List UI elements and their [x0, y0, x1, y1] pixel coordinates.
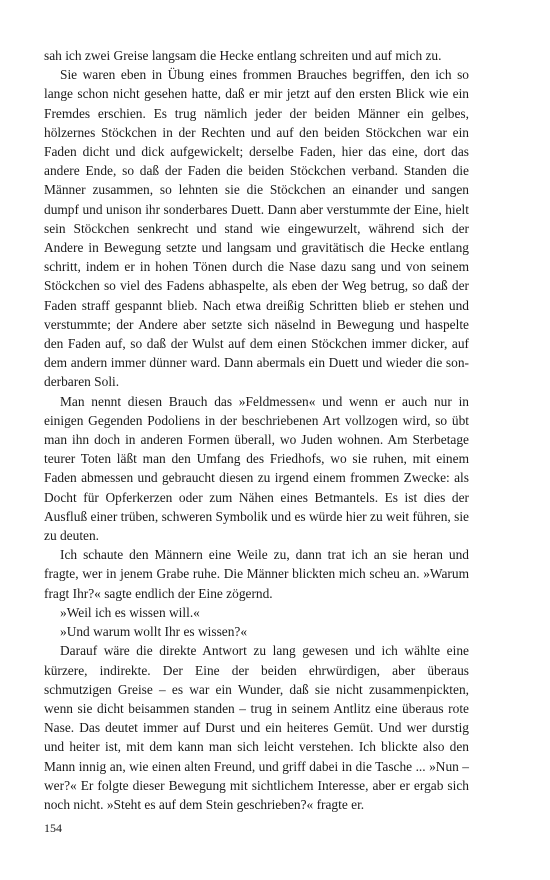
page-body [44, 46, 469, 814]
paragraph-5: »Weil ich es wissen will.« [60, 604, 200, 620]
paragraph-6: »Und warum wollt Ihr es wissen?« [60, 624, 248, 640]
paragraph-4: Ich schaute den Männern eine Weile zu, dann trat ich an sie heran und fragte, wer in jenem Grabe ruhe. Die Männer blickten mich scheu an. »Warum fragt Ihr?« sagte endlich der Eine zögernd. [44, 547, 469, 601]
paragraph-2: Sie waren eben in Übung eines frommen Brauches begriffen, den ich so lange schon nicht gesehen hatte, daß er mir jetzt auf den ersten Blick wie ein Fremdes erschien. Es trug nämlich jeder der beiden Männer ein gelbes, hölzernes Stöckchen in der Rechten und auf den beiden Stöckchen war ein Faden dicht und dick aufgewickelt; derselbe Faden, hier das eine, dort das andere Ende, so daß der Faden die beiden Stöckchen verband. Standen die Männer zusammen, so lehnten sie die Stöckchen an einander und sangen dumpf und unison ihr sonderbares Duett. Dann aber verstummte der Eine, hielt sein Stöckchen senkrecht und stand wie eingewurzelt, während sich der Andere in Bewegung setzte und langsam und gravitätisch die Hecke entlang schritt, indem er in hohen Tönen durch die Nase dazu sang und von seinem Stöckchen so viel des Fadens abhaspelte, als eben der Weg betrug, so daß der Faden straff gespannt blieb. Nach etwa dreißig Schritten blieb er stehen und verstummte; der Andere aber setzte sich näselnd in Bewegung und haspelte den Faden auf, so daß der Wulst auf dem einen Stöckchen immer dicker, auf dem andern immer dünner ward. Dann abermals ein Duett und wieder die sonderbaren Soli. [44, 67, 469, 390]
paragraph-3: Man nennt diesen Brauch das »Feldmessen« und wenn er auch nur in einigen Gegenden Podoliens in der beschriebenen Art vollzogen wird, so übt man ihn doch in anderen Formen überall, wo Juden wohnen. Am Sterbetage teurer Toten läßt man den Umfang des Friedhofs, wo sie ruhen, mit einem Faden abmessen und gebraucht diesen zu irgend einem frommen Zwecke: als Docht für Opferkerzen oder zum Nähen eines Betmantels. Es ist dies der Ausfluß einer trüben, schweren Symbolik und es würde hier zu weit führen, sie zu deuten. [44, 393, 469, 544]
page-number: 154 [44, 821, 62, 835]
paragraph-7: Darauf wäre die direkte Antwort zu lang gewesen und ich wählte eine kürzere, indirekte. Der Eine der beiden ehrwürdigen, aber überaus schmutzigen Greise – es war ein Wunder, daß sie nicht zusammenpickten, wenn sie dicht beisammen standen – trug in seinem Antlitz eine überaus rote Nase. Das deutet immer auf Durst und ein heiteres Gemüt. Und wer durstig und heiter ist, mit dem kann man sich leicht verstehen. Ich blickte also den Mann innig an, wie einen alten Freund, und griff dabei in die Tasche ... »Nun – wer?« Er folgte dieser Bewegung mit sichtlichem Interesse, aber er ergab sich noch nicht. »Steht es auf dem Stein geschrieben?« fragte er. [44, 643, 469, 812]
paragraph-1: sah ich zwei Greise langsam die Hecke entlang schreiten und auf mich zu. [44, 48, 442, 63]
